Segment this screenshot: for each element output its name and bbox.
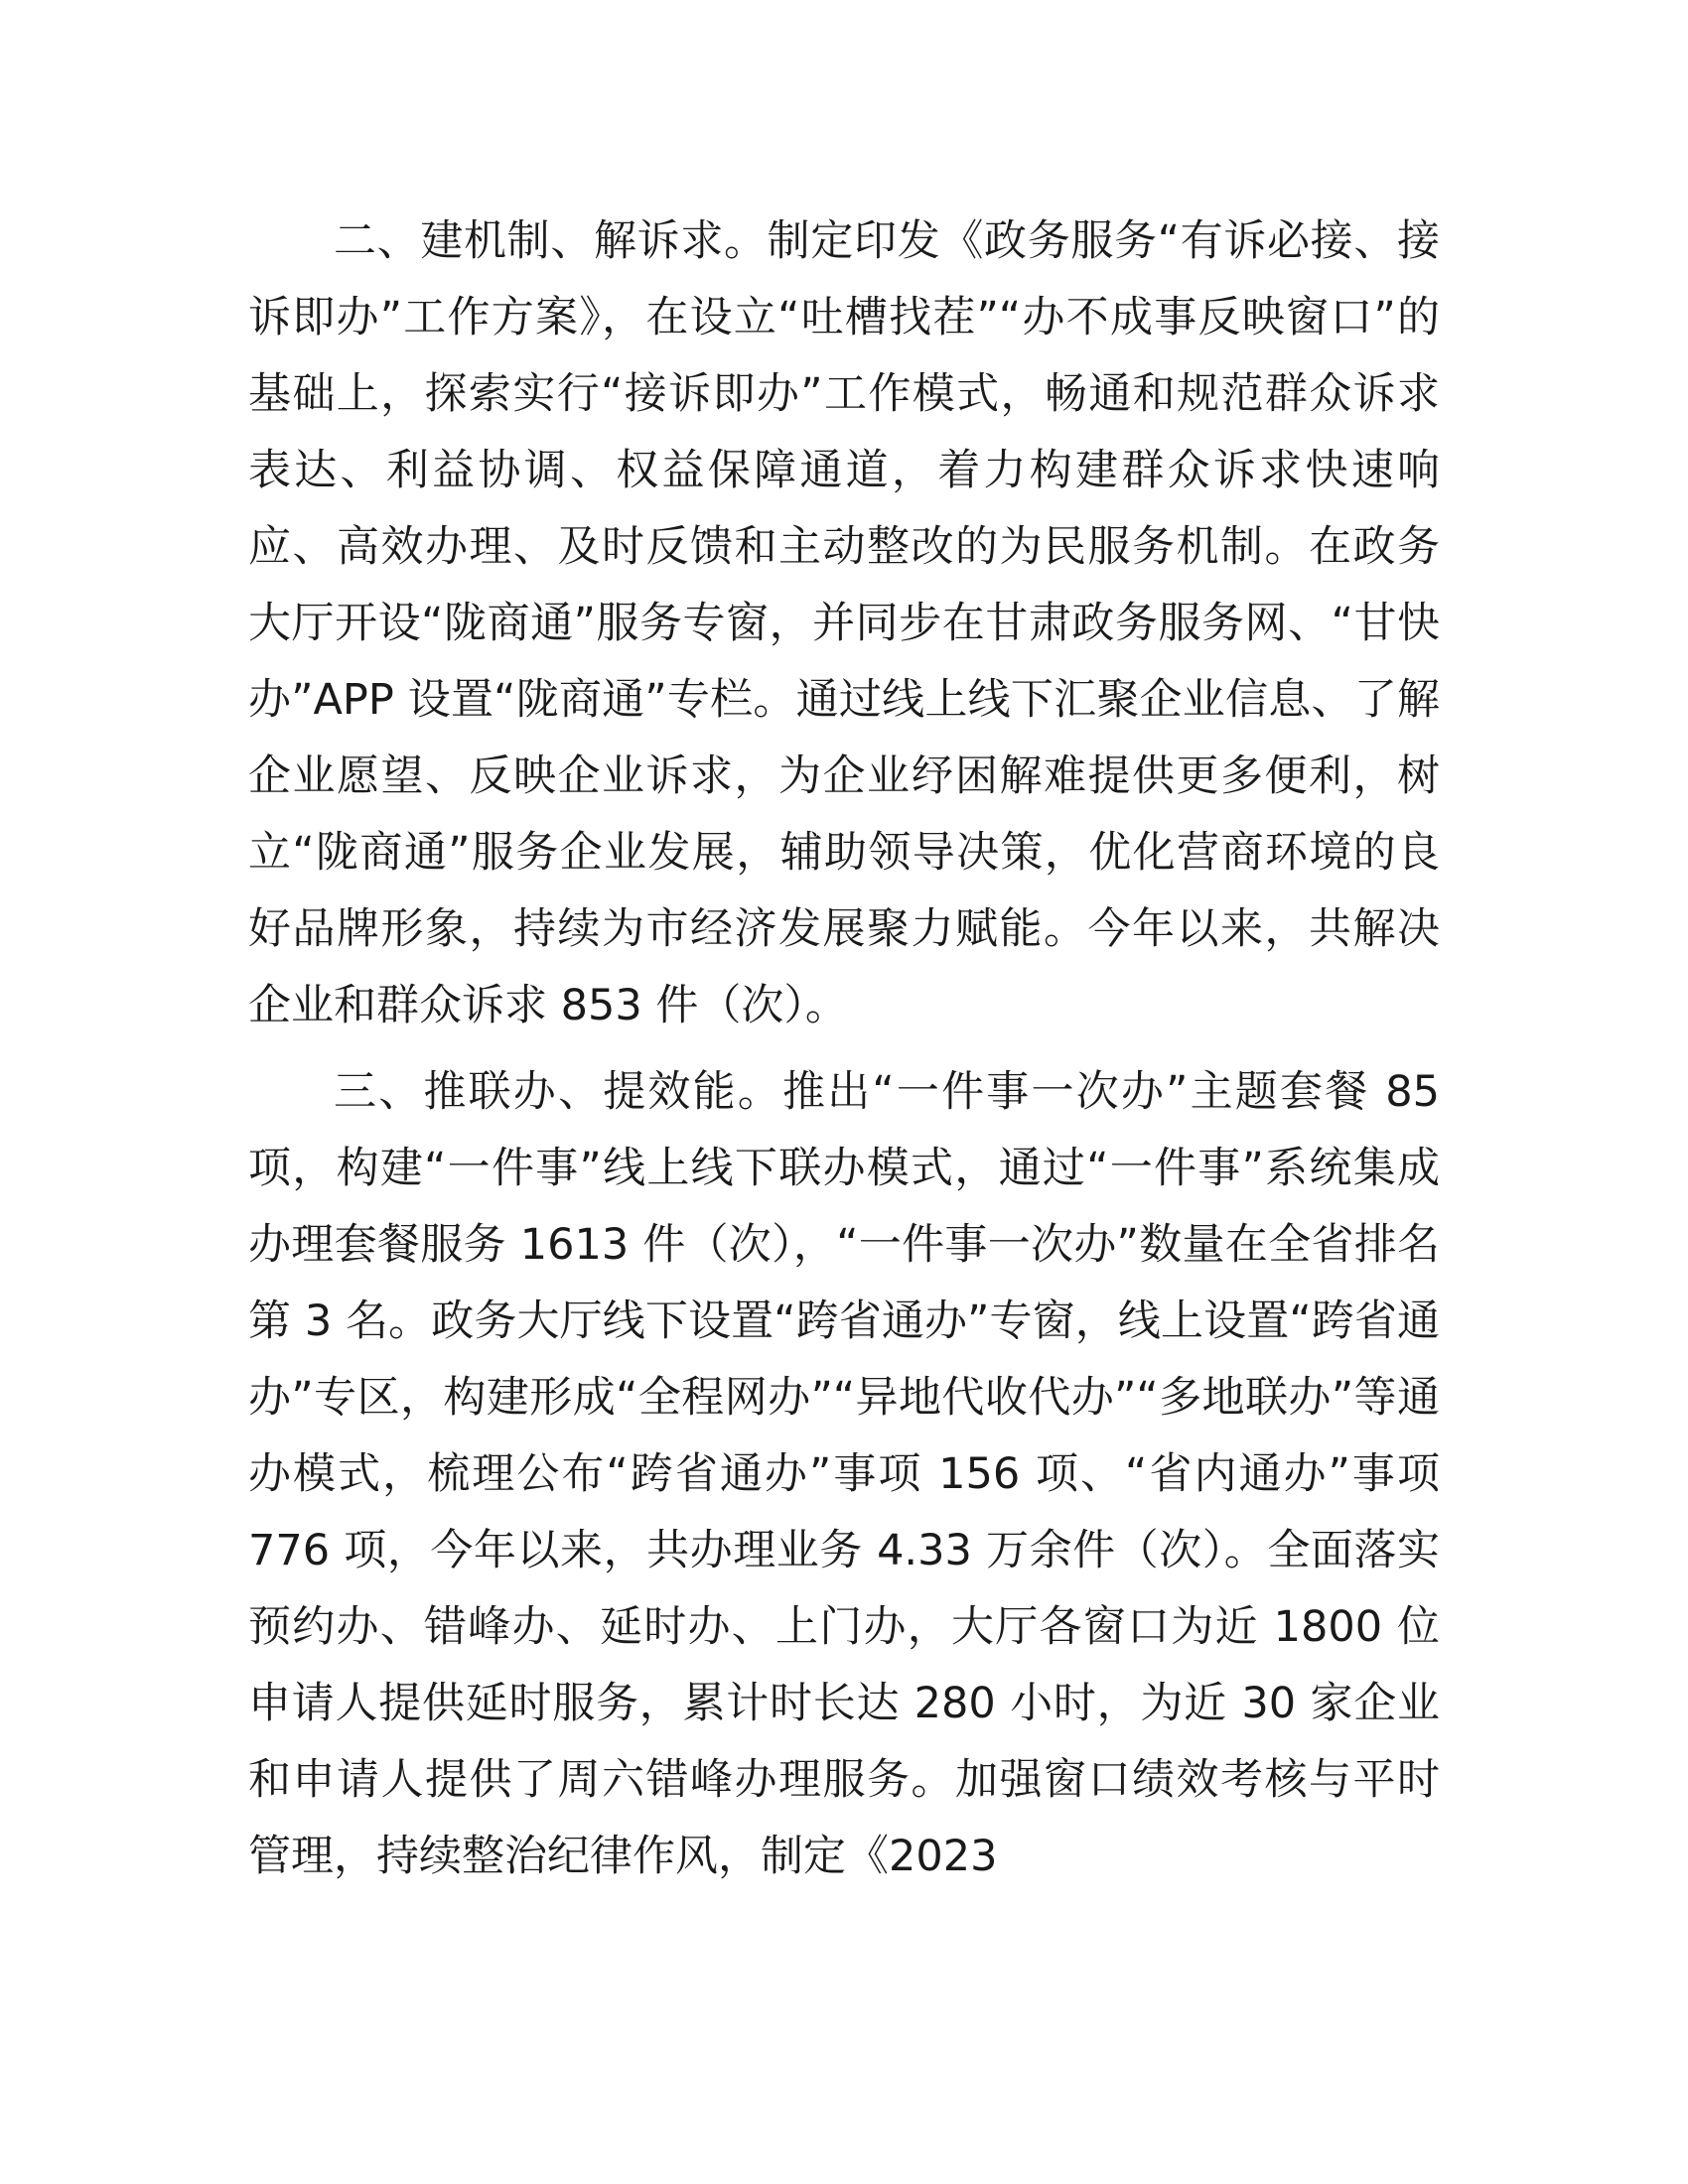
paragraph-mechanism-complaints: 二、建机制、解诉求。制定印发《政务服务“有诉必接、接诉即办”工作方案》，在设立“吐槽找茬”“办不成事反映窗口”的基础上，探索实行“接诉即办”工作模式，畅通和规范群众诉求表达、利益协调、权益保障通道，着力构建群众诉求快速响应、高效办理、及时反馈和主动整改的为民服务机制。在政务大厅开设“陇商通”服务专窗，并同步在甘肃政务服务网、“甘快办”APP 设置“陇商通”专栏。通过线上线下汇聚企业信息、了解企业愿望、反映企业诉求，为企业纾困解难提供更多便利，树立“陇商通”服务企业发展，辅助领导决策，优化营商环境的良好品牌形象，持续为市经济发展聚力赋能。今年以来，共解决企业和群众诉求 853 件（次）。 (248, 216, 1440, 1030)
paragraph-joint-handling-efficiency: 三、推联办、提效能。推出“一件事一次办”主题套餐 85 项，构建“一件事”线上线下联办模式，通过“一件事”系统集成办理套餐服务 1613 件（次），“一件事一次办”数量在全省排名第 3 名。政务大厅线下设置“跨省通办”专窗，线上设置“跨省通办”专区，构建形成“全程网办”“异地代收代办”“多地联办”等通办模式，梳理公布“跨省通办”事项 156 项、“省内通办”事项 776 项，今年以来，共办理业务 4.33 万余件（次）。全面落实预约办、错峰办、延时办、上门办，大厅各窗口为近 1800 位申请人提供延时服务，累计时长达 280 小时，为近 30 家企业和申请人提供了周六错峰办理服务。加强窗口绩效考核与平时管理，持续整治纪律作风，制定《2023 (248, 1067, 1440, 1881)
document-body (248, 204, 1440, 1895)
